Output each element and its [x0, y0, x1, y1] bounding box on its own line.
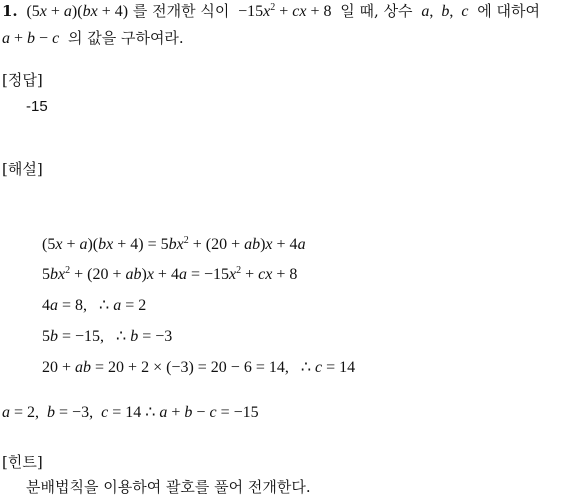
explanation-step-5: 20 + ab = 20 + 2 × (−3) = 20 − 6 = 14, ∴ c = 14 [42, 359, 356, 376]
problem-text-3: 에 대하여 [477, 2, 540, 20]
explanation-step-2: $5bx^2 + (20 + ab)x + 4a = -15x^2$ + cx + 8 [42, 265, 298, 283]
explanation-heading: [해설] [2, 160, 43, 178]
answer-value: -15 [26, 98, 48, 115]
explanation-conclusion: a = 2, b = −3, c = 14 ∴ a + b − c = −15 [2, 404, 259, 421]
hint-heading: [힌트] [2, 453, 43, 471]
problem-result-expression: $-15x^2$ + cx + 8 [234, 2, 336, 20]
problem-number: 1. [2, 2, 18, 20]
explanation-step-1: $(5x + a)(bx + 4) = 5bx^2 + (20 + ab)x + 4a$ [42, 235, 306, 253]
problem-line-1 [2, 4, 540, 20]
explanation-step-4: 5b = −15, ∴ b = −3 [42, 328, 173, 345]
explanation-step-3: 4a = 8, ∴ a = 2 [42, 297, 147, 314]
problem-text-2: 일 때, 상수 [340, 2, 413, 20]
answer-heading: [정답] [2, 71, 43, 89]
problem-expression: (5x + a)(bx + 4) [22, 3, 129, 20]
hint-text: 분배법칙을 이용하여 괄호를 풀어 전개한다. [26, 478, 311, 496]
problem-text-4: 의 값을 구하여라. [67, 29, 184, 47]
problem-line-2 [2, 31, 184, 47]
problem-constants: a, b, c [421, 3, 469, 20]
problem-text-1: 를 전개한 식이 [132, 2, 230, 20]
problem-target-expression: a + b − c [2, 30, 60, 47]
